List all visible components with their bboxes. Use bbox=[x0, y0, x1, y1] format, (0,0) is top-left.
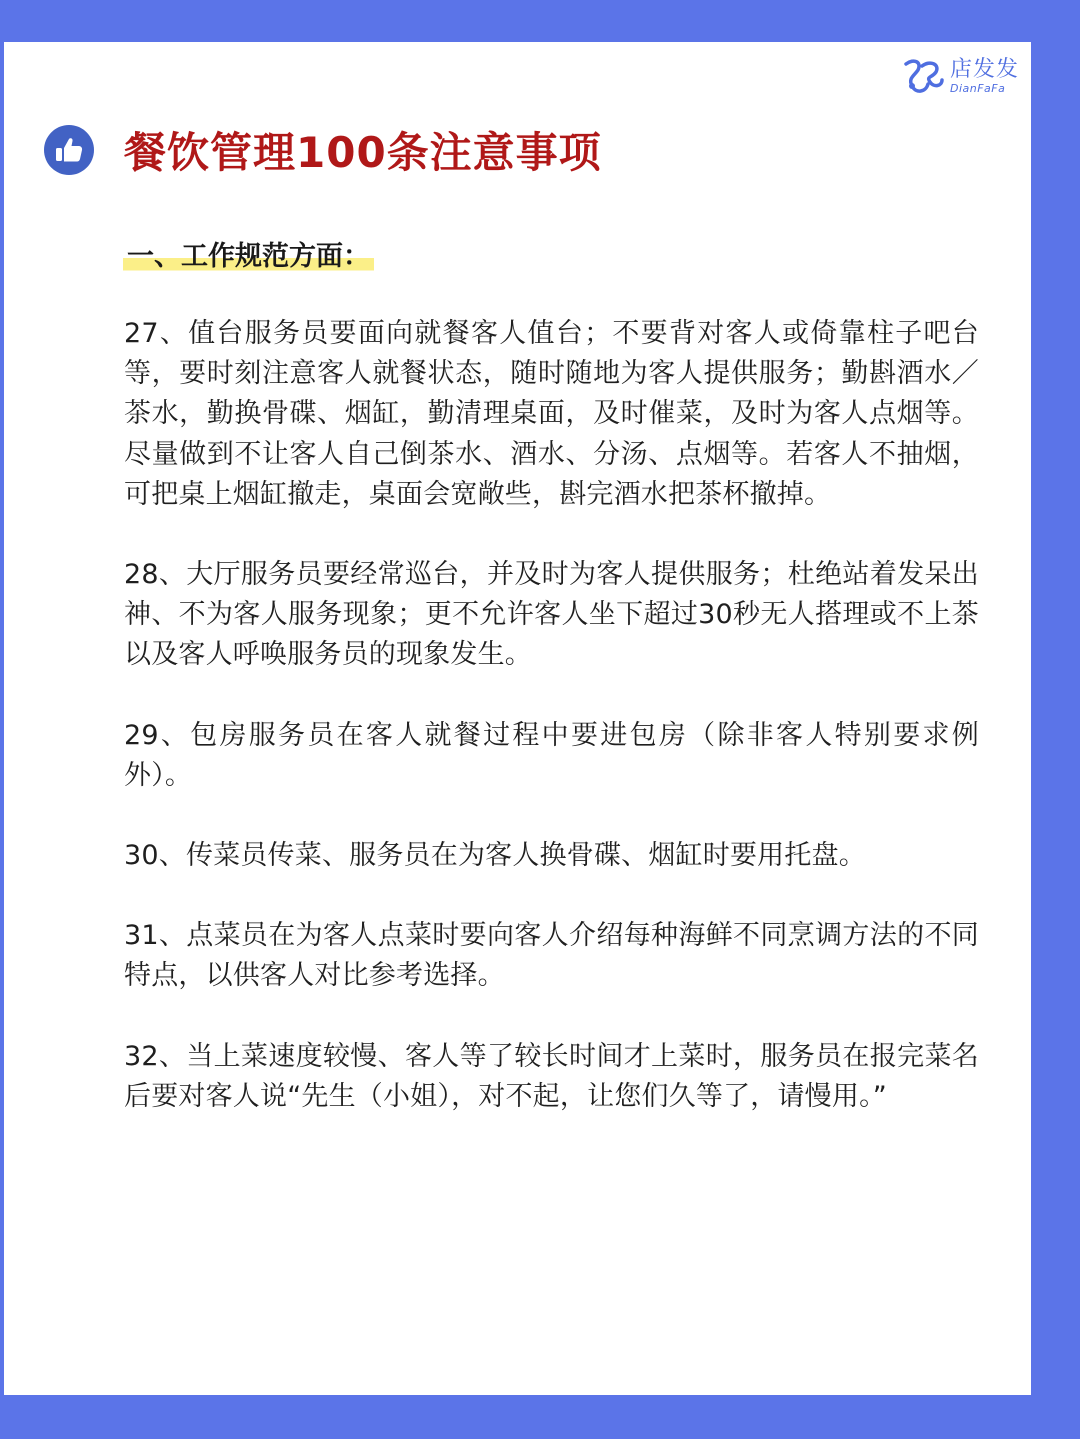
brand-name-en: DianFaFa bbox=[949, 81, 1006, 95]
thumbs-up-icon bbox=[44, 125, 94, 175]
brand-logo bbox=[900, 56, 1019, 96]
list-item: 32、当上菜速度较慢、客人等了较长时间才上菜时，服务员在报完菜名后要对客人说“先生（小姐），对不起，让您们久等了，请慢用。” bbox=[124, 1040, 979, 1112]
list-item: 30、传菜员传菜、服务员在为客人换骨碟、烟缸时要用托盘。 bbox=[124, 840, 866, 872]
list-item: 27、值台服务员要面向就餐客人值台；不要背对客人或倚靠柱子吧台等，要时刻注意客人就餐状态，随时随地为客人提供服务；勤斟酒水／茶水，勤换骨碟、烟缸，勤清理桌面，及时催菜，及时为客人点烟等。尽量做到不让客人自己倒茶水、酒水、分汤、点烟等。若客人不抽烟，可把桌上烟缸撤走，桌面会宽敞些，斟完酒水把茶杯撤掉。 bbox=[124, 318, 979, 510]
page-title: 餐饮管理100条注意事项 bbox=[124, 128, 602, 177]
title-row bbox=[44, 120, 602, 180]
item-list bbox=[124, 314, 979, 1157]
content-card bbox=[4, 42, 1031, 1395]
list-item: 29、包房服务员在客人就餐过程中要进包房（除非客人特别要求例外）。 bbox=[124, 719, 979, 791]
brand-name-cn: 店发发 bbox=[949, 56, 1019, 82]
list-item: 28、大厅服务员要经常巡台，并及时为客人提供服务；杜绝站着发呆出神、不为客人服务现象；更不允许客人坐下超过30秒无人搭理或不上茶以及客人呼唤服务员的现象发生。 bbox=[124, 559, 979, 671]
list-item: 31、点菜员在为客人点菜时要向客人介绍每种海鲜不同烹调方法的不同特点，以供客人对比参考选择。 bbox=[124, 920, 979, 992]
section-heading: 一、工作规范方面： bbox=[123, 234, 374, 273]
brand-logo-icon bbox=[900, 56, 946, 96]
